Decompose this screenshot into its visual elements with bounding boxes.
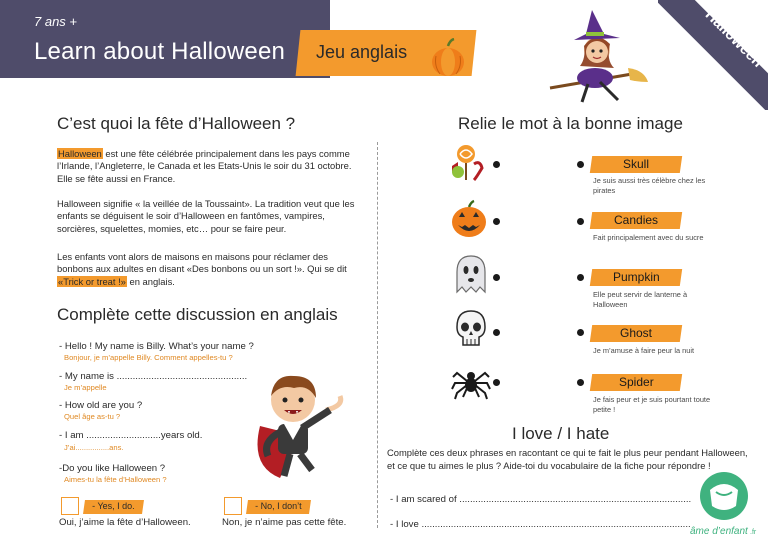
dialog-translation: Je m’appelle (64, 383, 107, 392)
yes-label-text: - Yes, I do. (92, 501, 135, 511)
word-tag-ghost (590, 325, 682, 342)
paragraph-intro (57, 148, 357, 185)
match-dot-left[interactable] (493, 274, 500, 281)
match-dot-left[interactable] (493, 379, 500, 386)
dialog-answer-name[interactable]: - My name is ................................................. (59, 371, 248, 382)
match-dot-left[interactable] (493, 161, 500, 168)
match-dot-right[interactable] (577, 218, 584, 225)
pumpkin-face-icon (449, 199, 489, 239)
paragraph-trick-text-after: en anglais. (126, 275, 175, 287)
dialog-question: -Do you like Halloween ? (59, 463, 166, 474)
paragraph-intro-text: est une fête célébrée principalement dans les pays comme l’Irlande, l’Angleterre, le Canada et les Etats-Unis le soir du 31 octobre. Elle se fête aussi en France. (57, 148, 352, 184)
section-title-match: Relie le mot à la bonne image (458, 114, 683, 133)
yes-checkbox[interactable] (61, 497, 79, 515)
corner-label: Halloween (701, 6, 767, 71)
spider-icon (451, 361, 491, 401)
no-answer: Non, je n’aime pas cette fête. (222, 517, 347, 528)
match-dot-right[interactable] (577, 161, 584, 168)
hint-candies: Fait principalement avec du sucre (593, 233, 704, 242)
word-tag-skull (590, 156, 682, 173)
scared-of-field[interactable]: - I am scared of ....................................................................................... (390, 494, 692, 505)
dialog-translation: Aimes-tu la fête d’Halloween ? (64, 475, 167, 484)
word-ghost: Ghost (619, 326, 652, 340)
paragraph-trick-text-before: Les enfants vont alors de maisons en maisons pour réclamer des bonbons aux adultes en disant «Des bonbons ou un sort !». Qui se dit (57, 251, 347, 275)
section-title-discussion: Complète cette discussion en anglais (57, 305, 338, 324)
section-title-love-hate: I love / I hate (512, 424, 610, 443)
word-skull: Skull (622, 157, 649, 171)
word-tag-pumpkin (590, 269, 682, 286)
no-label-text: - No, I don’t (255, 501, 302, 511)
love-hate-instructions: Complète ces deux phrases en racontant ce qui te fait le plus peur pendant Halloween, et ce que tu aimes le plus ? Aide-toi du vocabulaire de la fiche pour répondre ! (387, 447, 748, 471)
match-dot-left[interactable] (493, 218, 500, 225)
pumpkin-icon (430, 38, 466, 78)
word-tag-spider (590, 374, 682, 391)
match-dot-left[interactable] (493, 329, 500, 336)
candies-icon (446, 142, 486, 182)
paragraph-meaning: Halloween signifie « la veillée de la Toussaint». La tradition veut que les enfants se déguisent le soir d’Halloween en fantômes, vampires, sorcières, squelettes, momies, etc… pour se faire peur. (57, 198, 355, 234)
skull-icon (451, 309, 491, 349)
dialog-translation: Bonjour, je m’appelle Billy. Comment appelles-tu ? (64, 353, 233, 362)
witch-icon (540, 8, 650, 108)
age-label: 7 ans + (34, 14, 78, 29)
vampire-boy-icon (240, 366, 345, 484)
match-dot-right[interactable] (577, 329, 584, 336)
ame-denfant-logo (688, 470, 764, 540)
hint-pumpkin: Elle peut servir de lanterne à Halloween (593, 290, 688, 309)
game-tag-label: Jeu anglais (316, 42, 408, 62)
section-title-what-is-halloween: C’est quoi la fête d’Halloween ? (57, 114, 296, 133)
highlight-halloween: Halloween (58, 148, 102, 159)
logo-text: âme d’enfant (690, 526, 748, 537)
dialog-answer-age[interactable]: - I am ............................years old. (59, 430, 203, 441)
word-tag-candies (590, 212, 682, 229)
match-dot-right[interactable] (577, 274, 584, 281)
logo-suffix: .fr (750, 529, 757, 536)
word-spider: Spider (618, 375, 654, 389)
hint-ghost: Je m’amuse à faire peur la nuit (593, 346, 695, 355)
column-divider (377, 142, 378, 528)
hint-spider: Je fais peur et je suis pourtant toute petite ! (593, 395, 711, 414)
dialog-question: - Hello ! My name is Billy. What’s your name ? (59, 341, 254, 352)
no-checkbox[interactable] (224, 497, 242, 515)
page-title: Learn about Halloween (34, 38, 286, 65)
highlight-trick-or-treat: «Trick or treat !» (58, 275, 126, 287)
word-candies: Candies (613, 213, 659, 227)
halloween-corner-ribbon (658, 0, 768, 110)
match-dot-right[interactable] (577, 379, 584, 386)
yes-label (83, 500, 143, 514)
dialog-translation: J’ai................ans. (64, 443, 124, 452)
dialog-translation: Quel âge as-tu ? (64, 412, 121, 421)
i-love-field[interactable]: - I love ..................................................................................................... (390, 519, 691, 530)
no-label (246, 500, 310, 514)
paragraph-trick-or-treat (57, 251, 357, 288)
hint-skull: Je suis aussi très célèbre chez les pirates (593, 176, 706, 195)
ghost-icon (451, 254, 491, 294)
yes-answer: Oui, j’aime la fête d’Halloween. (59, 517, 191, 528)
word-pumpkin: Pumpkin (612, 270, 660, 284)
dialog-question: - How old are you ? (59, 400, 143, 411)
